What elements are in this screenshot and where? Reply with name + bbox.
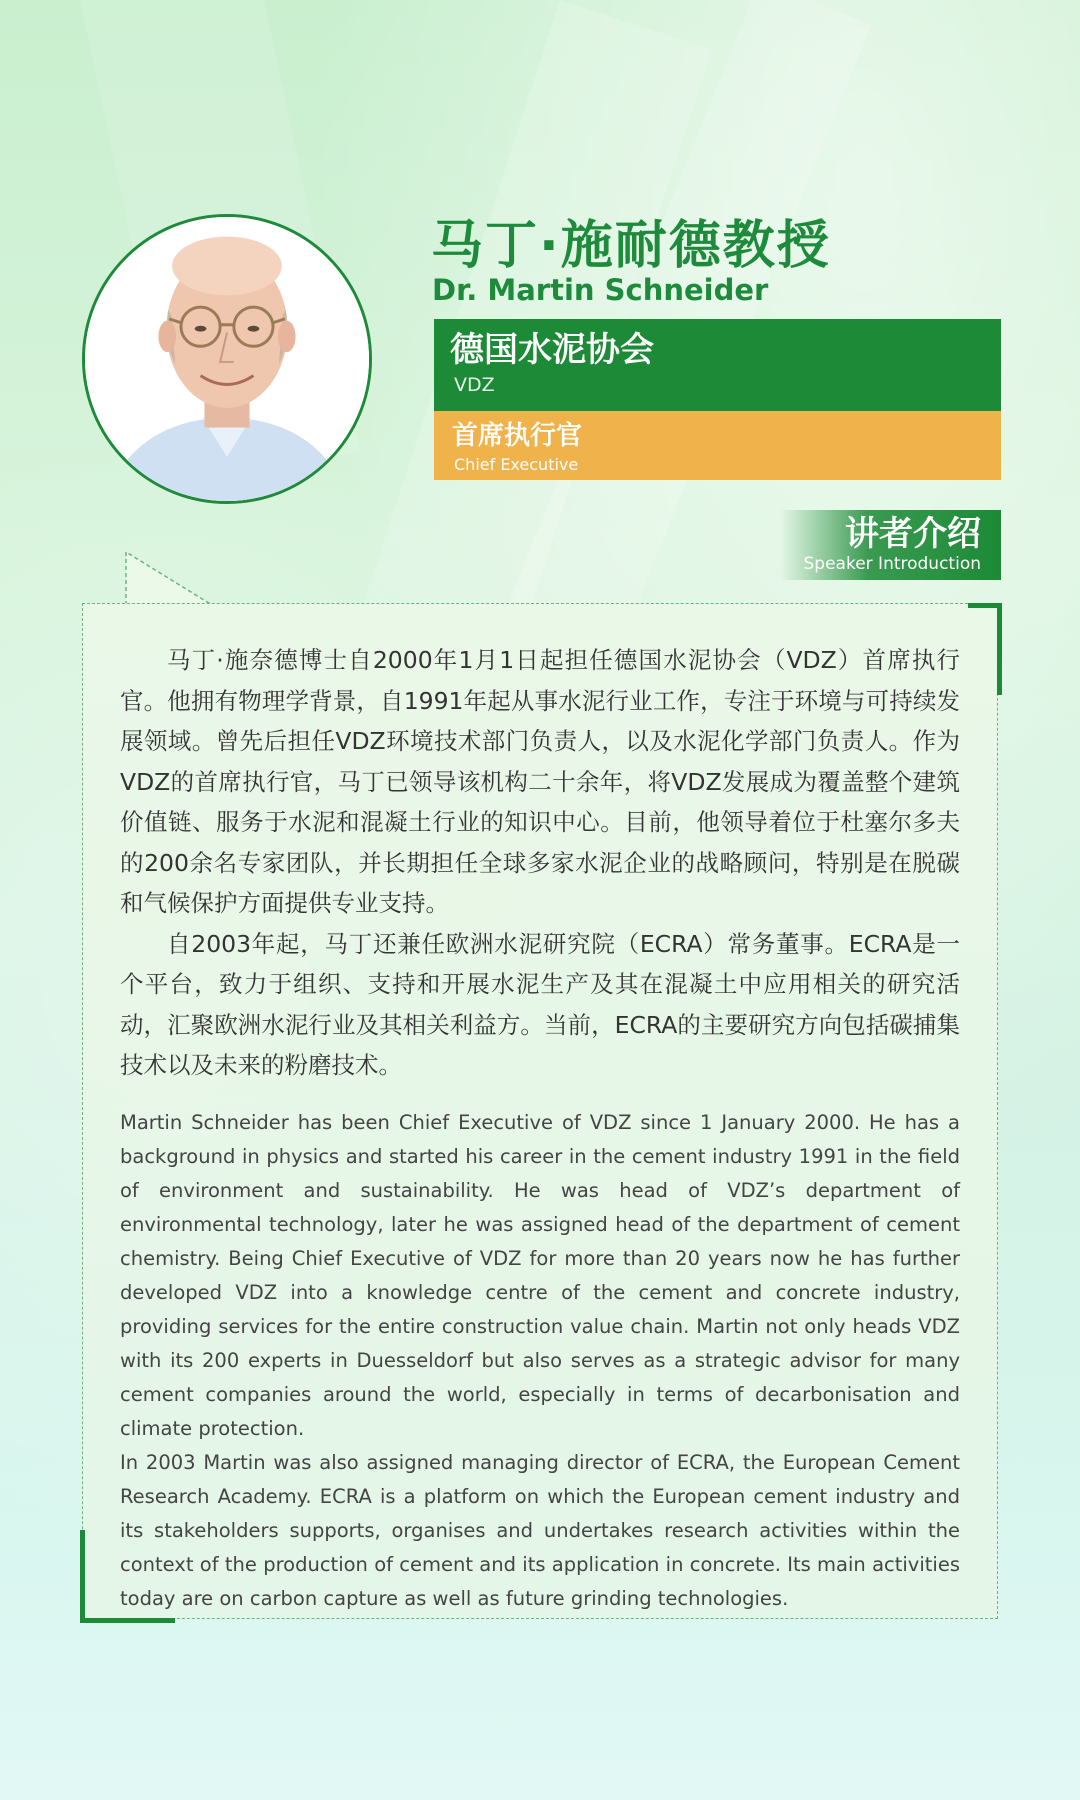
card-corner-accent <box>80 1618 175 1623</box>
bio-paragraph-cn: 马丁·施奈德博士自2000年1月1日起担任德国水泥协会（VDZ）首席执行官。他拥有物理学背景，自1991年起从事水泥行业工作，专注于环境与可持续发展领域。曾先后担任VDZ环境技术部门负责人，以及水泥化学部门负责人。作为VDZ的首席执行官，马丁已领导该机构二十余年，将VDZ发展成为覆盖整个建筑价值链、服务于水泥和混凝土行业的知识中心。目前，他领导着位于杜塞尔多夫的200余名专家团队，并长期担任全球多家水泥企业的战略顾问，特别是在脱碳和气候保护方面提供专业支持。 <box>120 646 960 917</box>
bio-english <box>120 1106 960 1616</box>
speaker-name-en: Dr. Martin Schneider <box>432 273 769 307</box>
card-corner-accent <box>997 603 1002 695</box>
section-title-en: Speaker Introduction <box>803 554 981 574</box>
bio-paragraph-cn: 自2003年起，马丁还兼任欧洲水泥研究院（ECRA）常务董事。ECRA是一个平台，致力于组织、支持和开展水泥生产及其在混凝土中应用相关的研究活动，汇聚欧洲水泥行业及其相关利益方。当前，ECRA的主要研究方向包括碳捕集技术以及未来的粉磨技术。 <box>120 929 960 1079</box>
job-title-banner <box>434 411 1001 480</box>
speaker-name-cn: 马丁·施耐德教授 <box>431 216 831 276</box>
card-corner-accent <box>80 1530 85 1623</box>
job-title-en: Chief Executive <box>454 455 579 474</box>
bio-paragraph-en: Martin Schneider has been Chief Executive of VDZ since 1 January 2000. He has a background in physics and started his career in the cement industry 1991 in the field of environment and sustainability. He was head of VDZ’s department of environmental technology, later he was assigned head of the department of cement chemistry. Being Chief Executive of VDZ for more than 20 years now he has further developed VDZ into a knowledge centre of the cement and concrete industry, providing services for the entire construction value chain. Martin not only heads VDZ with its 200 experts in Duesseldorf but also serves as a strategic advisor for many cement companies around the world, especially in terms of decarbonisation and climate protection. <box>120 1111 960 1440</box>
bio-chinese <box>120 640 960 1086</box>
speaker-portrait-illustration <box>85 217 369 501</box>
speaker-portrait <box>82 214 372 504</box>
bio-paragraph-en: In 2003 Martin was also assigned managing director of ECRA, the European Cement Research Academy. ECRA is a platform on which the European cement industry and its stakeholders supports, organises and undertakes research activities within the context of the production of cement and its application in concrete. Its main activities today are on carbon capture as well as future grinding technologies. <box>120 1451 960 1610</box>
section-header <box>780 510 1001 580</box>
job-title-cn: 首席执行官 <box>452 421 583 451</box>
section-title-cn: 讲者介绍 <box>845 514 981 554</box>
organization-name-en: VDZ <box>454 374 495 396</box>
organization-name-cn: 德国水泥协会 <box>450 330 654 370</box>
speech-bubble-tail <box>124 550 214 606</box>
organization-banner <box>434 319 1001 411</box>
